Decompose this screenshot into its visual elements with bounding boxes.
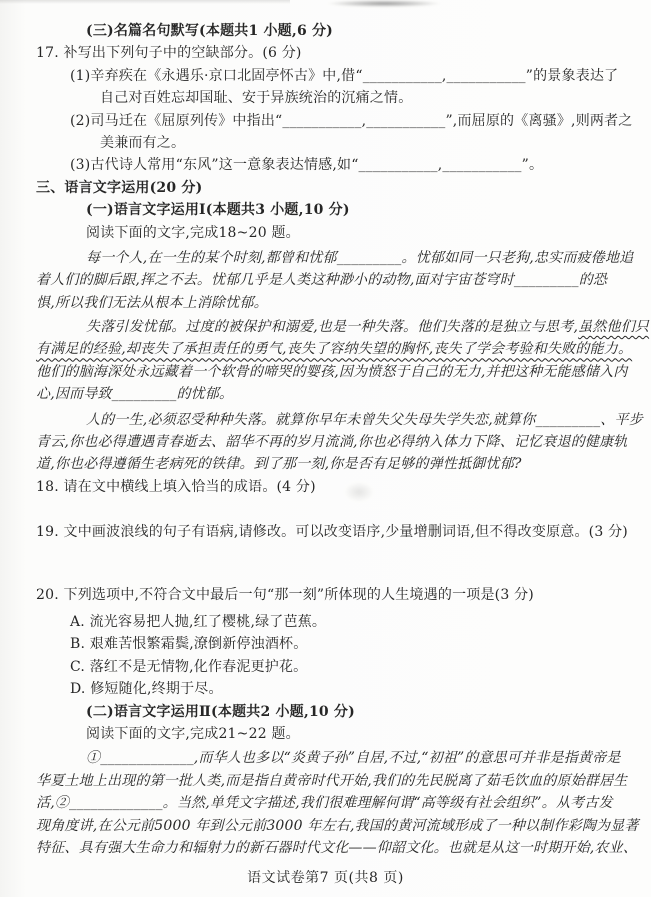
question-20-stem: 20. 下列选项中,不符合文中最后一句“那一刻”所体现的人生境遇的一项是(3 分)	[36, 586, 534, 603]
answer-space-q18	[36, 498, 633, 521]
passage1-para2-line1	[36, 316, 650, 338]
q17-item1-line1: (1)辛弃疾在《永遇乐·京口北固亭怀古》中,借“___________,___________”的景象表达了	[70, 67, 619, 84]
question-19: 19. 文中画波浪线的句子有语病,请修改。可以改变语序,少量增删词语,但不得改变原意。(3 分)	[36, 524, 628, 541]
passage2-line3: 活,②_____________。当然,单凭文字描述,我们很难理解何谓“高等级有社会组织”。从考古发	[36, 795, 613, 812]
passage1-para1-line2: 着人们的脚后跟,挥之不去。忧郁几乎是人类这种渺小的动物,面对宇宙苍穹时_________的恐	[36, 272, 608, 289]
question-17-stem: 17. 补写出下列句子中的空缺部分。(6 分)	[36, 45, 302, 62]
scan-artifact-top-edge	[0, 0, 290, 4]
question-18: 18. 请在文中横线上填入恰当的成语。(4 分)	[36, 478, 316, 495]
section-heading-recitation: (三)名篇名句默写(本题共1 小题,6 分)	[86, 23, 333, 39]
passage1-para3-line1: 人的一生,必须忍受种种失落。就算你早年未曾失父失母失学失恋,就算你_________、平步	[86, 411, 643, 428]
passage1-para1-line1: 每一个人,在一生的某个时刻,都曾和忧郁_________。忧郁如同一只老狗,忠实而疲倦地追	[86, 249, 634, 266]
page-footer: 语文试卷第7 页(共8 页)	[247, 870, 404, 887]
passage1-para1-line3: 惧,所以我们无法从根本上消除忧郁。	[36, 294, 268, 311]
part1-intro: 阅读下面的文字,完成18~20 题。	[86, 224, 300, 241]
passage1-para3-line2: 青云,你也必得遭遇青春逝去、韶华不再的岁月流淌,你也必得纳入体力下降、记忆衰退的健康轨	[36, 434, 628, 451]
q17-item3: (3)古代诗人常用“东风”这一意象表达情感,如“___________,___________”。	[70, 157, 544, 174]
q20-option-c: C. 落红不是无情物,化作春泥更护花。	[70, 658, 308, 675]
passage1-para2-line2	[36, 338, 633, 360]
q20-option-d: D. 修短随化,终期于尽。	[70, 681, 223, 698]
q20-option-b: B. 艰难苦恨繁霜鬓,潦倒新停浊酒杯。	[70, 636, 308, 653]
passage2-line5: 特征、具有强大生命力和辐射力的新石器时代文化——仰韶文化。也就是从这一时期开始,农业、	[36, 839, 638, 856]
part2-heading: (二)语言文字运用Ⅱ(本题共2 小题,10 分)	[86, 703, 355, 720]
passage2-line4: 现角度讲,在公元前5000 年到公元前3000 年左右,我国的黄河流域形成了一种以制作彩陶为显著	[36, 817, 639, 834]
section-heading-language-use: 三、语言文字运用(20 分)	[36, 179, 203, 196]
part2-intro: 阅读下面的文字,完成21~22 题。	[86, 725, 300, 742]
part1-heading: (一)语言文字运用Ⅰ(本题共3 小题,10 分)	[86, 202, 350, 219]
passage2-line1: ①_____________,而华人也多以“炎黄子孙”自居,不过,“初祖”的意思可并非是指黄帝是	[86, 750, 621, 767]
para2-wavy-underline-continued: 有满足的经验,却丧失了承担责任的勇气,丧失了容纳失望的胸怀,丧失了学会考验和失败的能力。	[36, 341, 633, 358]
passage1-para2-line4: 心,因而导致_________的忧郁。	[36, 386, 234, 403]
q17-item2-line1: (2)司马迁在《屈原列传》中指出“___________,___________”,而屈原的《离骚》,则两者之	[70, 112, 633, 129]
passage1-para2-line3: 他们的脑海深处永远藏着一个软骨的啼哭的婴孩,因为愤怒于自己的无力,并把这种无能感储入内	[36, 363, 628, 380]
para2-wavy-underline-start: 虽然他们只	[578, 319, 650, 336]
scan-artifact-smudge	[328, 0, 440, 7]
para2-plain-text: 失落引发忧郁。过度的被保护和溺爱,也是一种失落。他们失落的是独立与思考,	[86, 319, 579, 336]
q20-option-a: A. 流光容易把人抛,红了樱桃,绿了芭蕉。	[70, 613, 327, 630]
q17-item1-line2: 自己对百姓忘却国耻、安于异族统治的沉痛之情。	[100, 90, 413, 107]
answer-space-q19	[36, 544, 633, 584]
passage1-para3-line3: 道,你也必得遵循生老病死的铁律。到了那一刻,你是否有足够的弹性抵御忧郁?	[36, 456, 522, 473]
passage2-line2: 华夏土地上出现的第一批人类,而是指自黄帝时代开始,我们的先民脱离了茹毛饮血的原始群居生	[36, 772, 628, 789]
q17-item2-line2: 美兼而有之。	[100, 134, 186, 151]
